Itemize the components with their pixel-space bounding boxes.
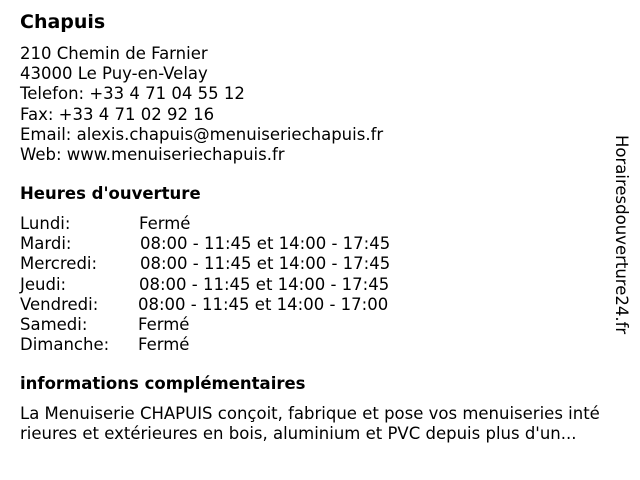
- site-watermark: [610, 135, 634, 345]
- day-hours: Fermé: [138, 335, 190, 355]
- day-hours: Fermé: [138, 314, 190, 334]
- info-line: rieures et extérieures en bois, aluminium et PVC depuis plus d'un...: [20, 424, 577, 444]
- hours-heading: Heures d'ouverture: [20, 184, 201, 203]
- email-line: Email: alexis.chapuis@menuiseriechapuis.fr: [20, 124, 384, 144]
- day-label: Mercredi:: [20, 254, 98, 274]
- business-name: Chapuis: [20, 11, 106, 33]
- address-city: 43000 Le Puy-en-Velay: [20, 64, 208, 84]
- day-label: Dimanche:: [20, 335, 110, 355]
- fax-line: Fax: +33 4 71 02 92 16: [20, 104, 215, 124]
- info-line: La Menuiserie CHAPUIS conçoit, fabrique et pose vos menuiseries inté: [20, 404, 600, 423]
- web-line: Web: www.menuiseriechapuis.fr: [20, 145, 285, 165]
- day-label: Mardi:: [20, 234, 72, 254]
- day-label: Jeudi:: [20, 274, 67, 294]
- day-hours: 08:00 - 11:45 et 14:00 - 17:45: [140, 254, 391, 274]
- watermark-text: Horairesdouverture24.fr: [612, 135, 631, 335]
- info-heading: informations complémentaires: [20, 374, 306, 393]
- day-hours: 08:00 - 11:45 et 14:00 - 17:45: [140, 234, 391, 254]
- address-street: 210 Chemin de Farnier: [20, 44, 208, 63]
- day-label: Vendredi:: [20, 294, 99, 314]
- day-label: Lundi:: [20, 214, 71, 233]
- phone-line: Telefon: +33 4 71 04 55 12: [20, 84, 245, 104]
- day-hours: 08:00 - 11:45 et 14:00 - 17:45: [139, 274, 390, 294]
- contact-block: [20, 44, 383, 165]
- day-hours: Fermé: [139, 214, 191, 233]
- day-hours: 08:00 - 11:45 et 14:00 - 17:00: [138, 294, 389, 314]
- day-label: Samedi:: [20, 314, 88, 334]
- info-description: [20, 404, 630, 444]
